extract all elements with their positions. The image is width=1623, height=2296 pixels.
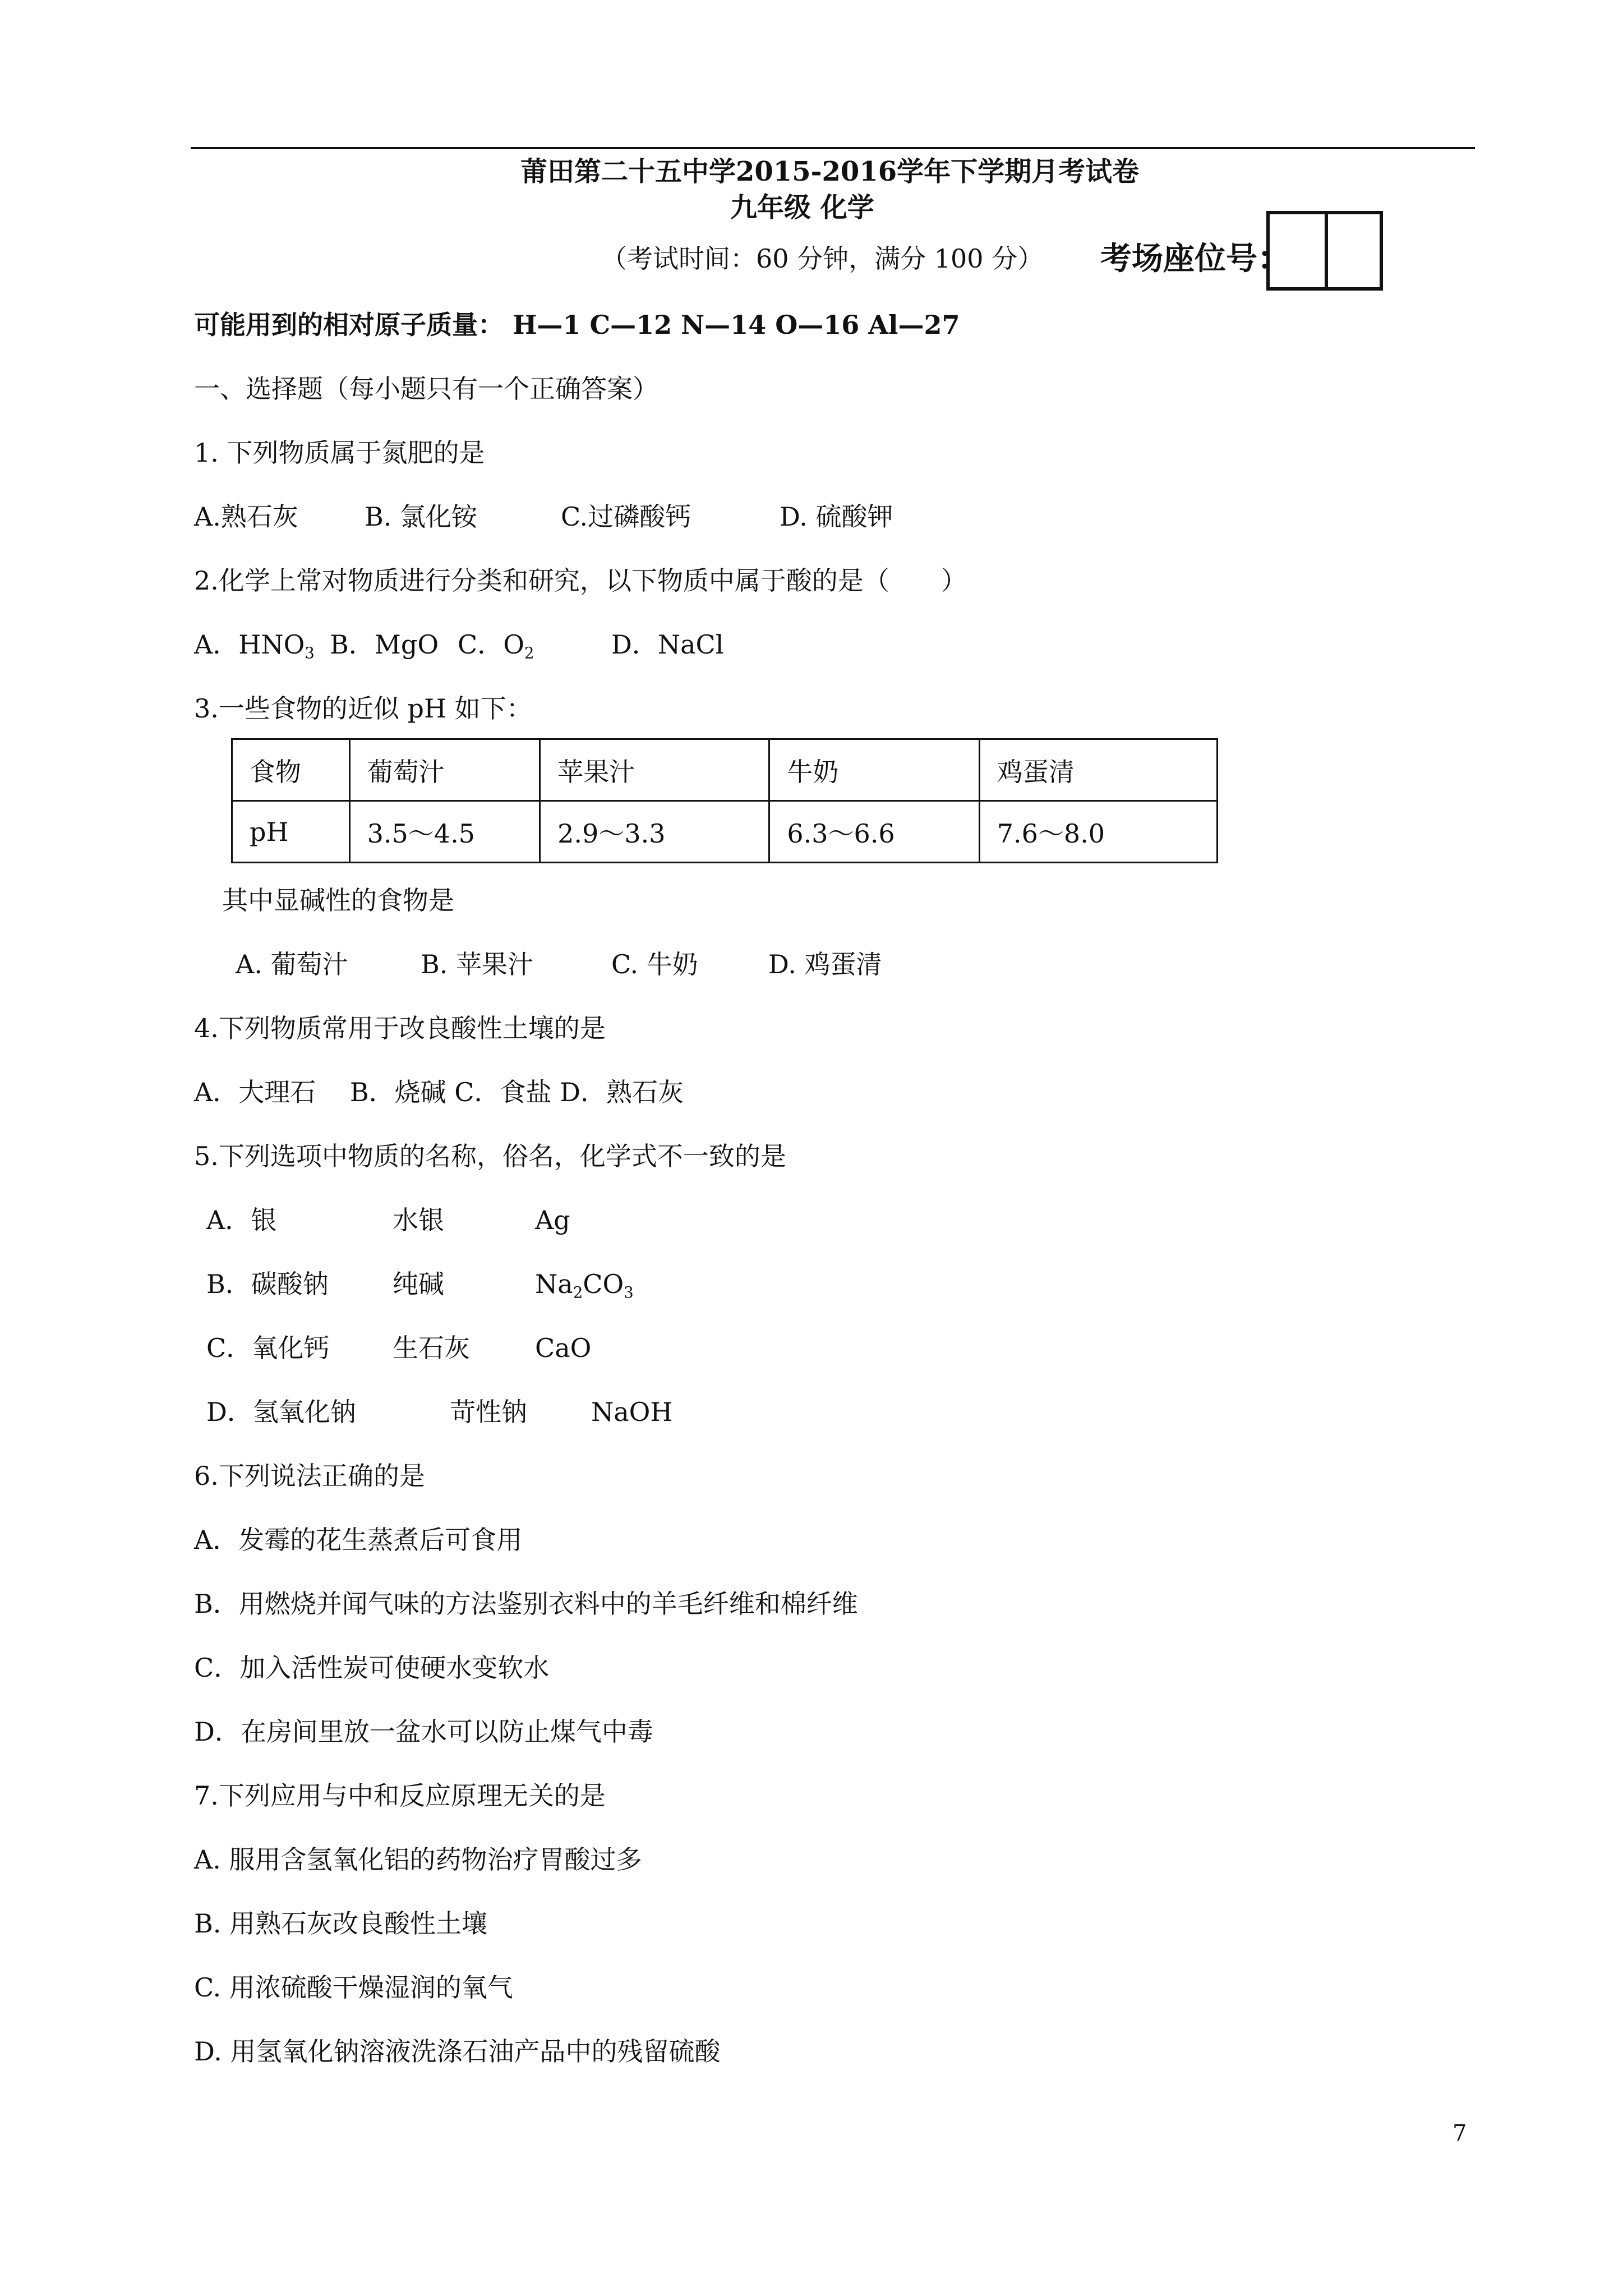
q1-option-b: B. 氯化铵 bbox=[365, 501, 478, 532]
q3-option-a: A. 葡萄汁 bbox=[236, 949, 348, 979]
q5-option-c-name: C．氧化钙 bbox=[206, 1333, 330, 1363]
q5-option-a-name: A．银 bbox=[206, 1205, 277, 1235]
q5-option-c-formula: CaO bbox=[535, 1333, 592, 1363]
table-cell: 2.9～3.3 bbox=[540, 801, 769, 863]
table-row bbox=[232, 801, 1218, 863]
table-cell: 6.3～6.6 bbox=[769, 801, 979, 863]
table-cell: 苹果汁 bbox=[540, 739, 769, 801]
header-rule bbox=[191, 147, 1475, 149]
school-title: 莆田第二十五中学2015-2016学年下学期月考试卷 bbox=[520, 156, 1140, 187]
question-3-stem: 3.一些食物的近似 pH 如下： bbox=[194, 693, 532, 724]
question-2-stem: 2.化学上常对物质进行分类和研究，以下物质中属于酸的是（ ） bbox=[194, 565, 967, 596]
q3-followup: 其中显碱性的食物是 bbox=[222, 885, 454, 915]
q3-option-c: C. 牛奶 bbox=[611, 949, 698, 979]
q5-option-d-common: 苛性钠 bbox=[450, 1397, 527, 1427]
table-cell: 3.5～4.5 bbox=[349, 801, 540, 863]
q6-option-c: C．加入活性炭可使硬水变软水 bbox=[194, 1653, 550, 1683]
q7-option-b: B. 用熟石灰改良酸性土壤 bbox=[194, 1908, 488, 1939]
seat-number-box bbox=[1266, 211, 1383, 291]
q7-option-a: A. 服用含氢氧化铝的药物治疗胃酸过多 bbox=[194, 1844, 642, 1875]
q5-option-d-formula: NaOH bbox=[591, 1397, 673, 1427]
table-cell: 牛奶 bbox=[769, 739, 979, 801]
seat-box-divider bbox=[1325, 214, 1328, 287]
table-cell: pH bbox=[232, 801, 350, 863]
q5-option-b-formula: $Na_2CO_3$ bbox=[535, 1269, 634, 1302]
table-cell: 7.6～8.0 bbox=[979, 801, 1217, 863]
q5-option-b-common: 纯碱 bbox=[393, 1269, 444, 1299]
ph-table bbox=[231, 738, 1218, 863]
question-4-stem: 4.下列物质常用于改良酸性土壤的是 bbox=[194, 1013, 606, 1043]
q3-option-d: D. 鸡蛋清 bbox=[768, 949, 882, 979]
q2-option-b: B．MgO bbox=[330, 629, 439, 660]
q5-option-b-name: B．碳酸钠 bbox=[206, 1269, 329, 1299]
question-5-stem: 5.下列选项中物质的名称，俗名，化学式不一致的是 bbox=[194, 1141, 786, 1171]
q6-option-a: A．发霉的花生蒸煮后可食用 bbox=[194, 1525, 523, 1555]
table-cell: 食物 bbox=[232, 739, 350, 801]
q2-option-c: C．$O_2$ bbox=[458, 629, 534, 662]
q7-option-d: D. 用氢氧化钠溶液洗涤石油产品中的残留硫酸 bbox=[194, 2036, 721, 2067]
q2-option-d: D．NaCl bbox=[611, 629, 724, 660]
q2-option-a: A．$HNO_3$ bbox=[194, 629, 315, 662]
q4-options: A．大理石 B．烧碱 C．食盐 D．熟石灰 bbox=[194, 1077, 684, 1107]
q1-option-c: C.过磷酸钙 bbox=[561, 501, 691, 532]
q6-option-d: D．在房间里放一盆水可以防止煤气中毒 bbox=[194, 1717, 653, 1747]
page-number: 7 bbox=[1453, 2120, 1467, 2146]
atomic-masses: 可能用到的相对原子质量： H—1 C—12 N—14 O—16 Al—27 bbox=[194, 310, 960, 340]
table-row bbox=[232, 739, 1218, 801]
question-1-stem: 1. 下列物质属于氮肥的是 bbox=[194, 438, 485, 468]
question-7-stem: 7.下列应用与中和反应原理无关的是 bbox=[194, 1780, 606, 1811]
q1-option-a: A.熟石灰 bbox=[194, 501, 298, 532]
table-cell: 葡萄汁 bbox=[349, 739, 540, 801]
q7-option-c: C. 用浓硫酸干燥湿润的氧气 bbox=[194, 1972, 513, 2003]
q5-option-a-common: 水银 bbox=[393, 1205, 444, 1235]
section-title: 一、选择题（每小题只有一个正确答案） bbox=[194, 374, 658, 404]
q5-option-d-name: D．氢氧化钠 bbox=[206, 1397, 356, 1427]
q3-option-b: B. 苹果汁 bbox=[421, 949, 534, 979]
exam-info: （考试时间：60 分钟，满分 100 分） bbox=[601, 243, 1044, 274]
table-cell: 鸡蛋清 bbox=[979, 739, 1217, 801]
q5-option-c-common: 生石灰 bbox=[393, 1333, 470, 1363]
q6-option-b: B．用燃烧并闻气味的方法鉴别衣料中的羊毛纤维和棉纤维 bbox=[194, 1589, 858, 1619]
grade-subject-title: 九年级 化学 bbox=[730, 192, 874, 223]
q5-option-a-formula: Ag bbox=[535, 1205, 570, 1235]
question-6-stem: 6.下列说法正确的是 bbox=[194, 1461, 425, 1491]
q1-option-d: D. 硫酸钾 bbox=[780, 501, 893, 532]
seat-number-label: 考场座位号： bbox=[1100, 241, 1289, 277]
